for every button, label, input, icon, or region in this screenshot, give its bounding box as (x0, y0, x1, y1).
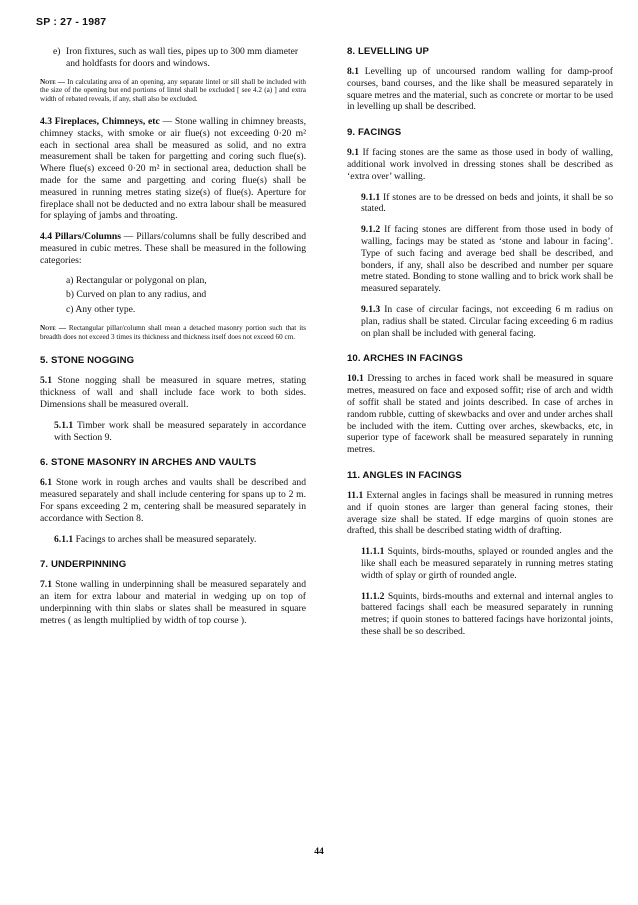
heading-arches-vaults: 6. STONE MASONRY IN ARCHES AND VAULTS (40, 457, 257, 469)
heading-arches-in-facings: 10. ARCHES IN FACINGS (347, 353, 463, 365)
note-opening-area: Note — In calculating area of an opening, any separate lintel or sill shall be included with the size of the opening but end portions of lintel shall be excluded [ see 4.2 (a) ] and extra width of rebated reveals, if any, shall also be excluded. (40, 77, 306, 104)
heading-underpinning: 7. UNDERPINNING (40, 559, 127, 571)
clause-6-1: 6.1 Stone work in rough arches and vaults shall be described and measured separately and shall include centering for spans up to 2 m. For spans exceeding 2 m, centering shall be measured separately in accordance with Section 8. (40, 477, 306, 524)
note-pillar-definition: Note — Rectangular pillar/column shall mean a detached masonry portion such that its breadth does not exceed 3 times its thickness and thickness itself does not exceed 60 cm. (40, 323, 307, 341)
list-item: b) Curved on plan to any radius, and (66, 289, 207, 301)
heading-stone-nogging: 5. STONE NOGGING (40, 355, 135, 367)
clause-9-1-3: 9.1.3 In case of circular facings, not exceeding 6 m radius on plan, radius shall be stated. Circular facing exceeding 6 m radius on plan shall be included with general facing. (361, 303, 613, 339)
clause-11-1-2: 11.1.2 Squints, birds-mouths and external and internal angles to battered facings shall each be measured separately in running metres; if quoin stones to battered facings have horizontal joints, these shall be so described. (361, 590, 613, 637)
clause-5-1: 5.1 Stone nogging shall be measured in square metres, stating thickness of wall and shall include face work to both sides. Dimensions shall be measured overall. (40, 375, 306, 411)
clause-4-4: 4.4 Pillars/Columns — Pillars/columns shall be fully described and measured in cubic metres. These shall be measured in the following categories: (40, 231, 306, 266)
heading-facings: 9. FACINGS (347, 127, 402, 139)
clause-11-1-1: 11.1.1 Squints, birds-mouths, splayed or rounded angles and the like shall each be measured separately in running metres stating width of splay or girth of rounded angle. (361, 546, 613, 581)
clause-8-1: 8.1 Levelling up of uncoursed random walling for damp-proof courses, band courses, and the like shall be measured separately in square metres and the material, such as concrete or mortar to be used in levelling up shall be described. (347, 66, 613, 113)
list-item: e) Iron fixtures, such as wall ties, pipes up to 300 mm diameter and holdfasts for doors and windows. (53, 46, 299, 69)
left-column (40, 46, 306, 636)
clause-11-1: 11.1 External angles in facings shall be measured in running metres and if quoin stones are larger than general facing stones, their average size shall be stated. If edge margins of quoin stones are drafted, this shall be described stating width of drafting. (347, 489, 613, 537)
fixtures-list (40, 46, 306, 70)
heading-levelling-up: 8. LEVELLING UP (347, 46, 429, 57)
list-item: a) Rectangular or polygonal on plan, (66, 274, 207, 286)
clause-9-1-1: 9.1.1 If stones are to be dressed on beds and joints, it shall be so stated. (361, 191, 613, 215)
clause-7-1: 7.1 Stone walling in underpinning shall be measured separately and an item for extra labour and material in wedging up on top of underpinning with thin slabs or slates shall be measured in square metres ( as length multiplied by width of top course ). (40, 579, 306, 626)
right-column (347, 46, 613, 647)
pillar-category-list (66, 275, 306, 316)
clause-9-1-2: 9.1.2 If facing stones are different from those used in body of walling, facings may be stated as ‘stone and labour in facing’. Type of such facing and average bed shall be described, and bonders, if any, shall also be described and number per square metre stated. Bonding to stone walling and to brick work shall be measured separately. (361, 224, 613, 295)
clause-5-1-1: 5.1.1 Timber work shall be measured separately in accordance with Section 9. (54, 419, 306, 443)
document-header: SP : 27 - 1987 (36, 16, 107, 28)
heading-angles-in-facings: 11. ANGLES IN FACINGS (347, 469, 462, 481)
clause-4-3: 4.3 Fireplaces, Chimneys, etc — Stone walling in chimney breasts, chimney stacks, with smoke or air flue(s) not exceeding 0·20 m² each in sectional area shall be measured as solid, and no extra measurement shall be taken for pargetting and coring such flue(s). Where flue(s) exceed 0·20 m² in sectional area, deduction shall be made for the same and pargetting and coring flue(s) shall be measured in running metres stating size(s) of flue(s). Aperture for fireplace shall not be deducted and no extra labour shall be measured for splaying of jambs and throating. (40, 115, 306, 222)
page-number: 44 (314, 846, 324, 857)
list-item: c) Any other type. (66, 304, 136, 316)
clause-9-1: 9.1 If facing stones are the same as those used in body of walling, additional work involved in dressing stones shall be described as ‘extra over’ walling. (347, 147, 613, 182)
clause-10-1: 10.1 Dressing to arches in faced work shall be measured in square metres, measured on face and exposed soffit; rise of arch and width of soffit shall be stated and joints described. In case of arches in random rubble, cutting of skewbacks and over and under arches shall be included with the item. Cutting over arches, skewbacks, etc, in superior type of facework shall be measured separately in running metres. (347, 373, 613, 456)
clause-6-1-1: 6.1.1 Facings to arches shall be measured separately. (54, 533, 257, 545)
